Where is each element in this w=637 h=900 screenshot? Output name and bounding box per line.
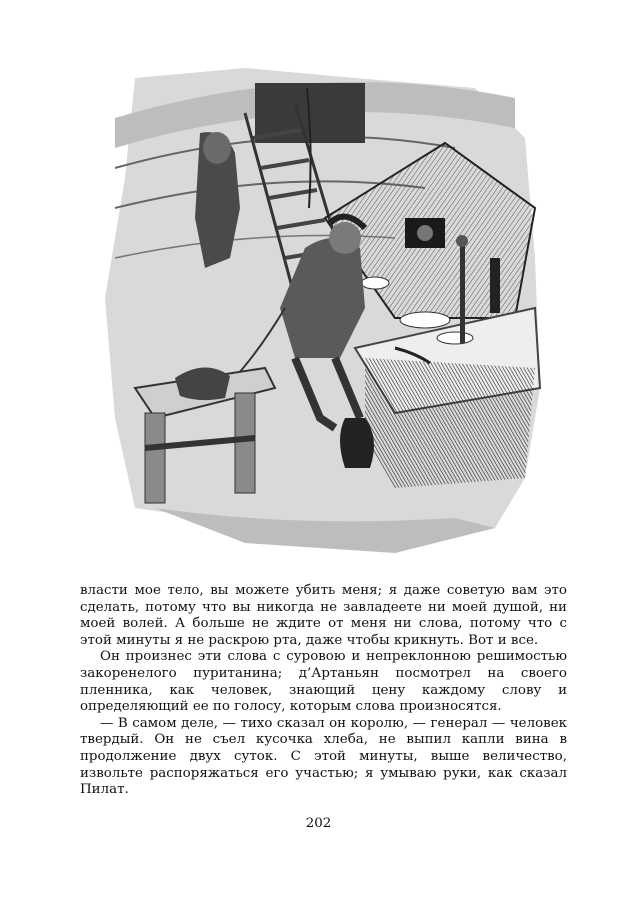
book-illustration [95, 58, 545, 558]
paragraph-2: Он произнес эти слова с суровою и непреклонною решимостью закоренелого пуританина; д’Артаньян посмотрел на своего пленника, как человек, знающий цену каждому слову и определяющий ее по голосу, которым слова произносятся. [80, 649, 567, 715]
page-number: 202 [305, 816, 332, 831]
paragraph-1: власти мое тело, вы можете убить меня; я даже советую вам это сделать, потому что вы никогда не завладеете ни моей душой, ни моей волей. А больше не ждите от меня ни слова, потому что с этой минуты я не раскрою рта, даже чтобы крикнуть. Вот и все. [80, 583, 567, 648]
page-body-text [80, 583, 567, 799]
paragraph-3: — В самом деле, — тихо сказал он королю, — генерал — человек твердый. Он не съел кусочка хлеба, не выпил капли вина в продолжение двух суток. С этой минуты, выше величество, извольте распоряжаться его участью; я умываю руки, как сказал Пилат. [80, 715, 567, 798]
